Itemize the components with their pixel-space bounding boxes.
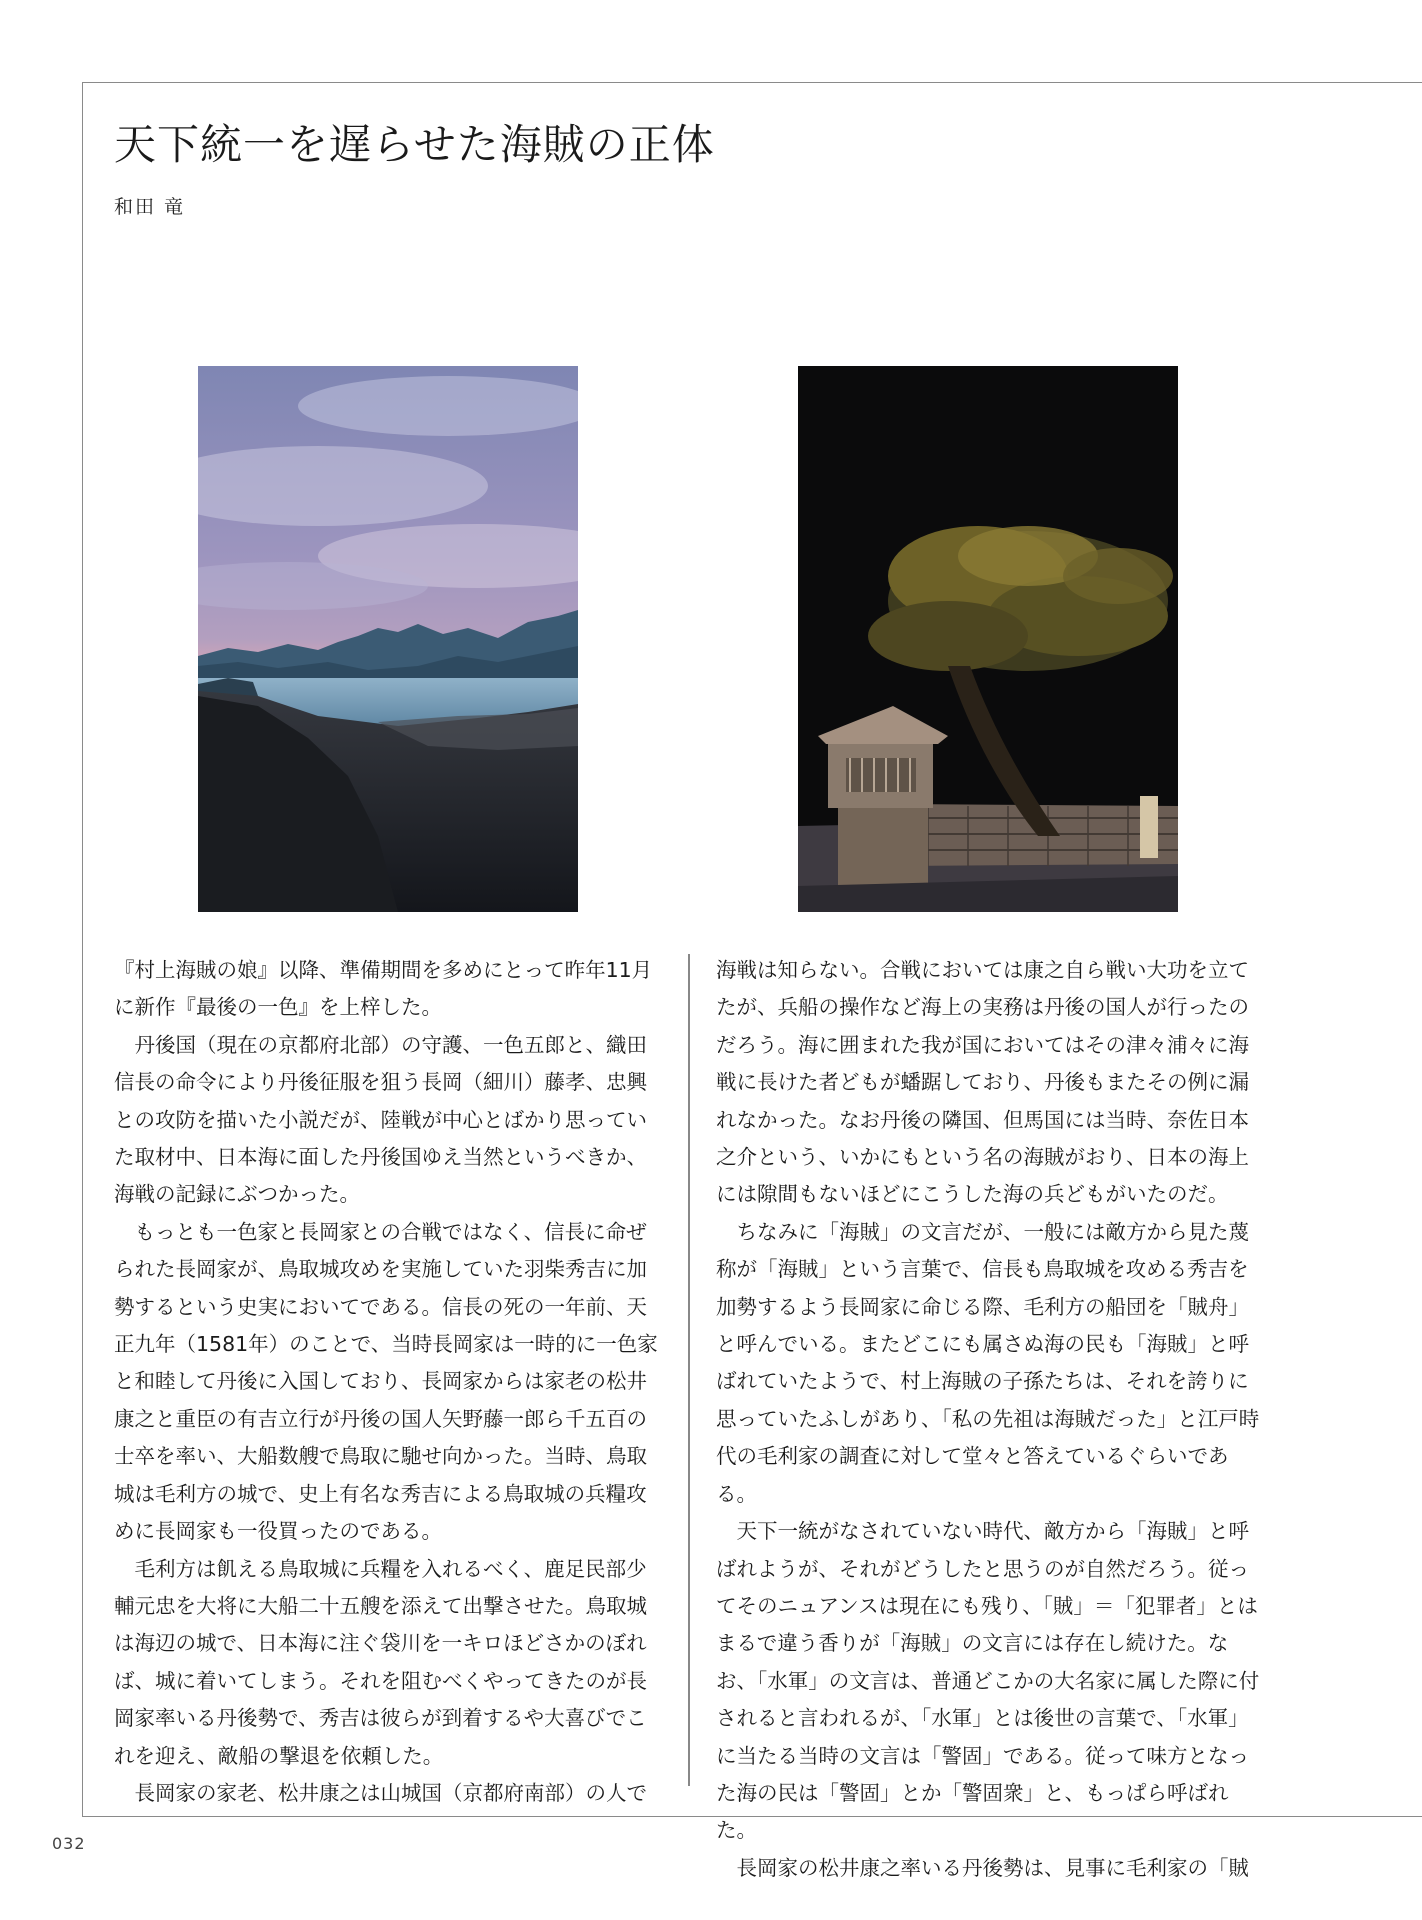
paragraph: 『村上海賊の娘』以降、準備期間を多めにとって昨年11月に新作『最後の一色』を上梓した。 <box>114 958 653 1020</box>
column-divider <box>688 954 690 1786</box>
photo-sunset-sea <box>198 366 578 912</box>
paragraph: 丹後国（現在の京都府北部）の守護、一色五郎と、織田信長の命令により丹後征服を狙う長岡（細川）藤孝、忠興との攻防を描いた小説だが、陸戦が中心とばかり思っていた取材中、日本海に面した丹後国ゆえ当然というべきか、海戦の記録にぶつかった。 <box>114 1032 647 1207</box>
paragraph: 長岡家の家老、松井康之は山城国（京都府南部）の人で <box>134 1780 647 1805</box>
paragraph: 長岡家の松井康之率いる丹後勢は、見事に毛利家の「賊 <box>736 1855 1249 1880</box>
author-name: 和田 竜 <box>114 196 186 218</box>
photo-pine-shrine <box>798 366 1178 912</box>
paragraph: ちなみに「海賊」の文言だが、一般には敵方から見た蔑称が「海賊」という言葉で、信長も鳥取城を攻める秀吉を加勢するよう長岡家に命じる際、毛利方の船団を「賊舟」と呼んでいる。またどこにも属さぬ海の民も「海賊」と呼ばれていたようで、村上海賊の子孫たちは、それを誇りに思っていたふしがあり、「私の先祖は海賊だった」と江戸時代の毛利家の調査に対して堂々と答えているぐらいである。 <box>716 1219 1260 1506</box>
article-body-right-column <box>716 952 1268 1887</box>
paragraph: 天下一統がなされていない時代、敵方から「海賊」と呼ばれようが、それがどうしたと思うのが自然だろう。従ってそのニュアンスは現在にも残り、「賊」＝「犯罪者」とはまるで違う香りが「海賊」の文言には存在し続けた。なお、「水軍」の文言は、普通どこかの大名家に属した際に付されると言われるが、「水軍」とは後世の言葉で、「水軍」に当たる当時の文言は「警固」である。従って味方となった海の民は「警固」とか「警固衆」と、もっぱら呼ばれた。 <box>716 1519 1260 1843</box>
page-number: 032 <box>52 1834 86 1853</box>
article-title: 天下統一を遅らせた海賊の正体 <box>114 120 715 169</box>
paragraph: 毛利方は飢える鳥取城に兵糧を入れるべく、鹿足民部少輔元忠を大将に大船二十五艘を添えて出撃させた。鳥取城は海辺の城で、日本海に注ぐ袋川を一キロほどさかのぼれば、城に着いてしまう。それを阻むべくやってきたのが長岡家率いる丹後勢で、秀吉は彼らが到着するや大喜びでこれを迎え、敵船の撃退を依頼した。 <box>114 1556 647 1768</box>
article-body-left-column <box>114 952 666 1812</box>
paragraph: もっとも一色家と長岡家との合戦ではなく、信長に命ぜられた長岡家が、鳥取城攻めを実施していた羽柴秀吉に加勢するという史実においてである。信長の死の一年前、天正九年（1581年）のことで、当時長岡家は一時的に一色家と和睦して丹後に入国しており、長岡家からは家老の松井康之と重臣の有吉立行が丹後の国人矢野藤一郎ら千五百の士卒を率い、大船数艘で鳥取に馳せ向かった。当時、鳥取城は毛利方の城で、史上有名な秀吉による鳥取城の兵糧攻めに長岡家も一役買ったのである。 <box>114 1219 658 1544</box>
paragraph: 海戦は知らない。合戦においては康之自ら戦い大功を立てたが、兵船の操作など海上の実務は丹後の国人が行ったのだろう。海に囲まれた我が国においてはその津々浦々に海戦に長けた者どもが蟠踞しており、丹後もまたその例に漏れなかった。なお丹後の隣国、但馬国には当時、奈佐日本之介という、いかにもという名の海賊がおり、日本の海上には隙間もないほどにこうした海の兵どもがいたのだ。 <box>716 958 1249 1207</box>
